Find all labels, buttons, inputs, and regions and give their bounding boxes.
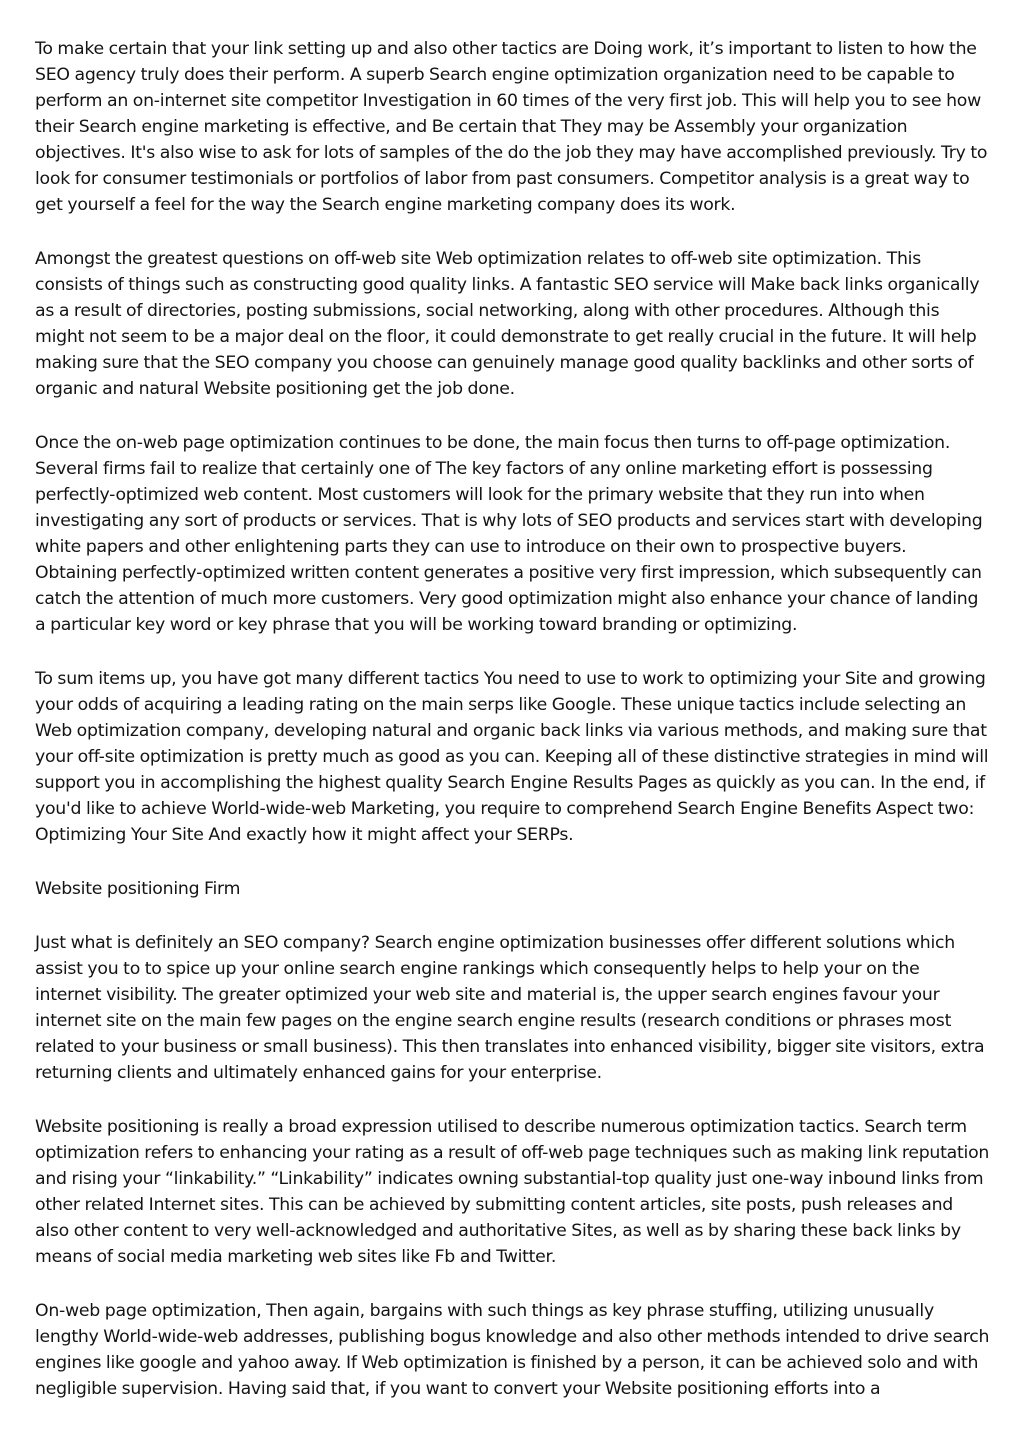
paragraph-on-web-page: On-web page optimization, Then again, bargains with such things as key phrase stuffing, utilizing unusually lengthy World-wide-web addresses, publishing bogus knowledge and also other methods intended to drive search engines like google and yahoo away. If Web optimization is finished by a person, it can be achieved solo and with negligible supervision. Having said that, if you want to convert your Website positioning efforts into a: [35, 1301, 990, 1399]
paragraph-on-page-optimization: Once the on-web page optimization continues to be done, the main focus then turns to off-page optimization. Several firms fail to realize that certainly one of The key factors of any online marketing effort is possessing perfectly-optimized web content. Most customers will look for the primary website that they run into when investigating any sort of products or services. That is why lots of SEO products and services start with developing white papers and other enlightening parts they can use to introduce on their own to prospective buyers. Obtaining perfectly-optimized written content generates a positive very first impression, which subsequently can catch the attention of much more customers. Very good optimization might also enhance your chance of landing a particular key word or key phrase that you will be working toward branding or optimizing.: [35, 433, 983, 635]
paragraph-summary: To sum items up, you have got many different tactics You need to use to work to optimizing your Site and growing your odds of acquiring a leading rating on the main serps like Google. These unique tactics include selecting an Web optimization company, developing natural and organic back links via various methods, and making sure that your off-site optimization is pretty much as good as you can. Keeping all of these distinctive strategies in mind will support you in accomplishing the highest quality Search Engine Results Pages as quickly as you can. In the end, if you'd like to achieve World-wide-web Marketing, you require to comprehend Search Engine Benefits Aspect two: Optimizing Your Site And exactly how it might affect your SERPs.: [35, 669, 989, 845]
paragraph-seo-company: Just what is definitely an SEO company? Search engine optimization businesses offer different solutions which assist you to to spice up your online search engine rankings which consequently helps to help your on the internet visibility. The greater optimized your web site and material is, the upper search engines favour your internet site on the main few pages on the engine search engine results (research conditions or phrases most related to your business or small business). This then translates into enhanced visibility, bigger site visitors, extra returning clients and ultimately enhanced gains for your enterprise.: [35, 933, 985, 1083]
paragraph-off-site-optimization: Amongst the greatest questions on off-web site Web optimization relates to off-web site optimization. This consists of things such as constructing good quality links. A fantastic SEO service will Make back links organically as a result of directories, posting submissions, social networking, along with other procedures. Although this might not seem to be a major deal on the floor, it could demonstrate to get really crucial in the future. It will help making sure that the SEO company you choose can genuinely manage good quality backlinks and other sorts of organic and natural Website positioning get the job done.: [35, 249, 980, 399]
section-heading: Website positioning Firm: [35, 879, 241, 899]
paragraph-link-building: To make certain that your link setting up and also other tactics are Doing work, it’s important to listen to how the SEO agency truly does their perform. A superb Search engine optimization organization need to be capable to perform an on-internet site competitor Investigation in 60 times of the very first job. This will help you to see how their Search engine marketing is effective, and Be certain that They may be Assembly your organization objectives. It's also wise to ask for lots of samples of the do the job they may have accomplished previously. Try to look for consumer testimonials or portfolios of labor from past consumers. Competitor analysis is a great way to get yourself a feel for the way the Search engine marketing company does its work.: [35, 39, 988, 215]
paragraph-linkability: Website positioning is really a broad expression utilised to describe numerous optimization tactics. Search term optimization refers to enhancing your rating as a result of off-web page techniques such as making link reputation and rising your “linkability.” “Linkability” indicates owning substantial-top quality just one-way inbound links from other related Internet sites. This can be achieved by submitting content articles, site posts, push releases and also other content to very well-acknowledged and authoritative Sites, as well as by sharing these back links by means of social media marketing web sites like Fb and Twitter.: [35, 1117, 990, 1267]
